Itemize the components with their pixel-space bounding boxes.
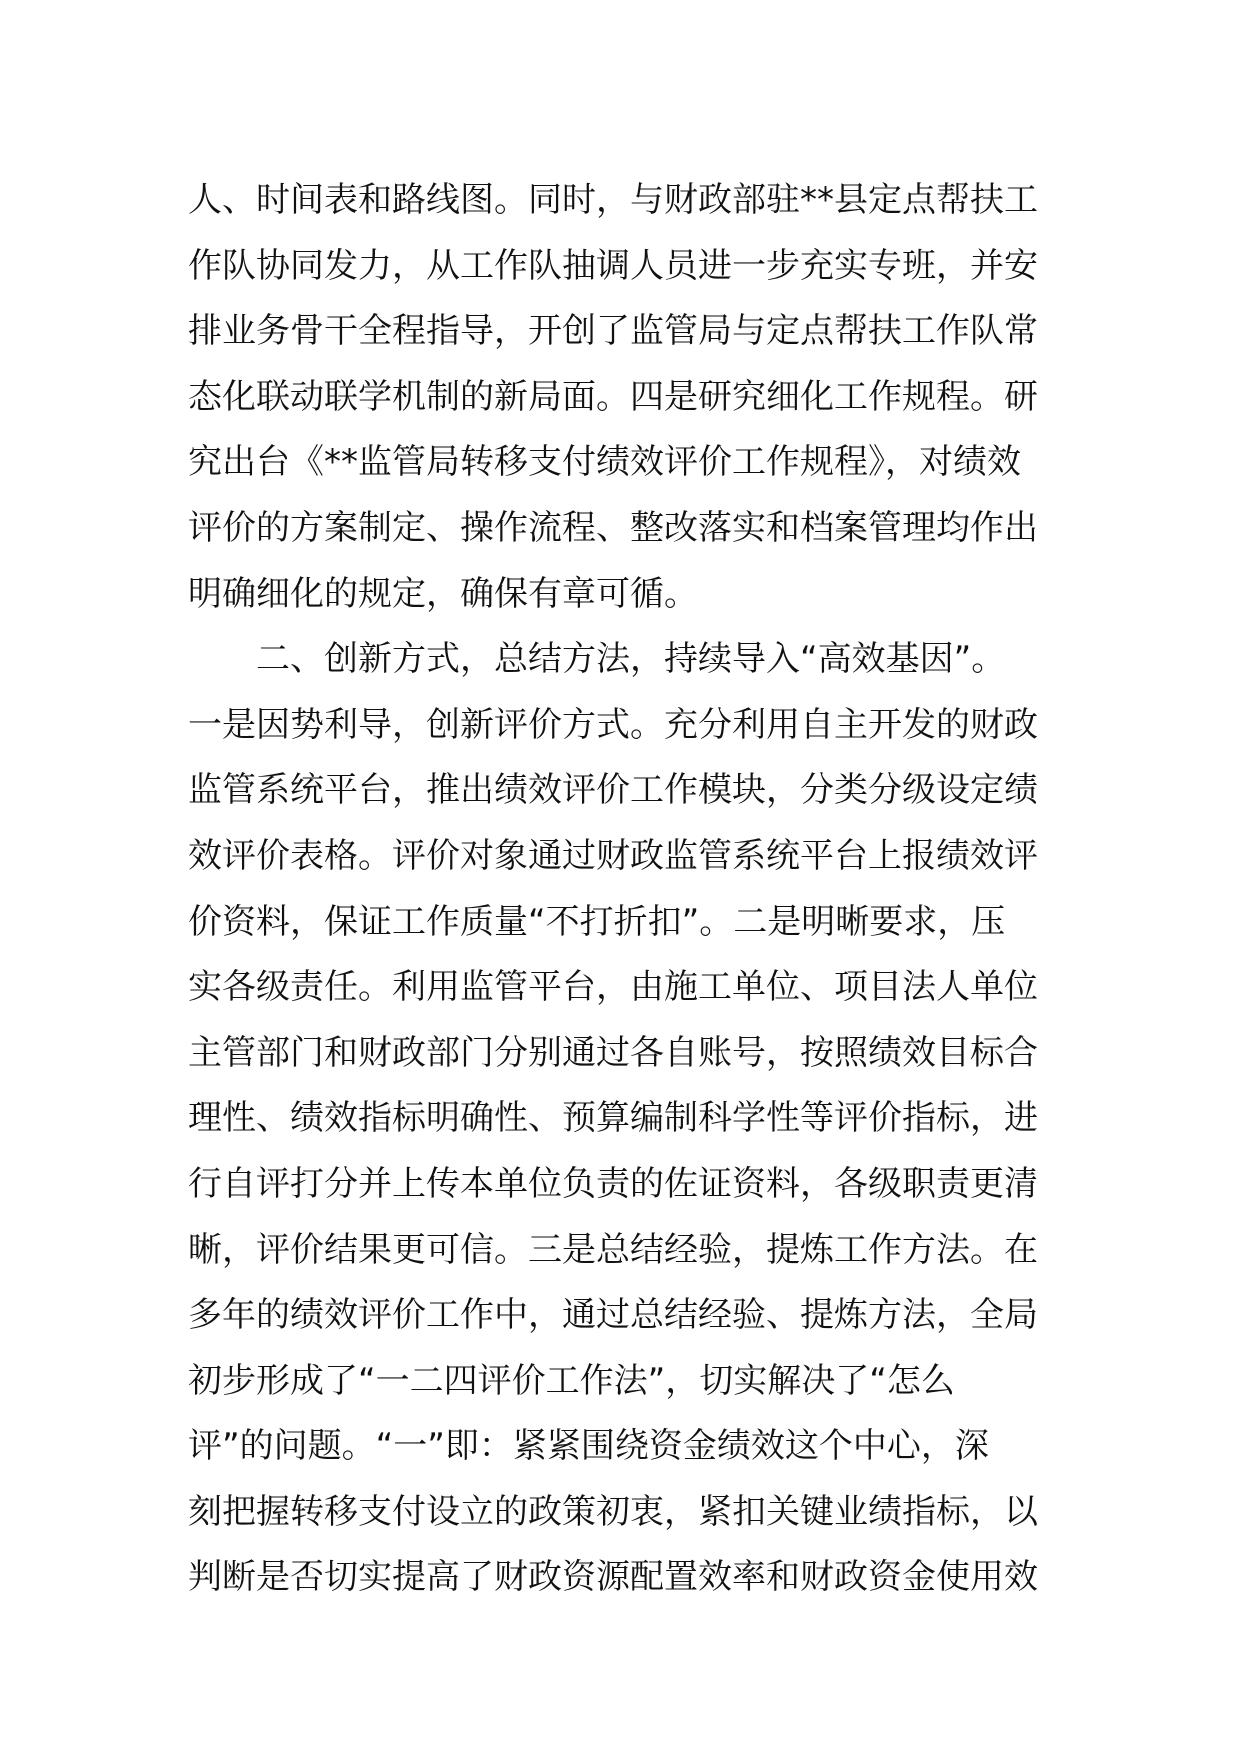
- text-line: 价资料，保证工作质量“不打折扣”。二是明晰要求，压: [188, 901, 1006, 942]
- text-line: 行自评打分并上传本单位负责的佐证资料，各级职责更清: [188, 1163, 1038, 1204]
- text-line: 一是因势利导，创新评价方式。充分利用自主开发的财政: [188, 704, 1038, 745]
- text-line: 刻把握转移支付设立的政策初衷，紧扣关键业绩指标，以: [188, 1491, 1038, 1532]
- text-line: 评价的方案制定、操作流程、整改落实和档案管理均作出: [188, 507, 1038, 548]
- text-line: 作队协同发力，从工作队抽调人员进一步充实专班，并安: [188, 245, 1038, 286]
- text-line: 多年的绩效评价工作中，通过总结经验、提炼方法，全局: [188, 1295, 1038, 1336]
- text-line: 态化联动联学机制的新局面。四是研究细化工作规程。研: [188, 376, 1038, 417]
- text-line: 监管系统平台，推出绩效评价工作模块，分类分级设定绩: [188, 770, 1038, 811]
- body-text: [188, 168, 1060, 1611]
- text-line: 人、时间表和路线图。同时，与财政部驻**县定点帮扶工: [188, 180, 1038, 220]
- text-line: 排业务骨干全程指导，开创了监管局与定点帮扶工作队常: [188, 311, 1038, 352]
- text-line: 评”的问题。“一”即：紧紧围绕资金绩效这个中心，深: [188, 1426, 989, 1467]
- text-line: 理性、绩效指标明确性、预算编制科学性等评价指标，进: [188, 1098, 1038, 1139]
- text-line: 明确细化的规定，确保有章可循。: [188, 573, 698, 614]
- section-heading: 二、创新方式，总结方法，持续导入“高效基因”。: [256, 639, 1006, 680]
- text-line: 实各级责任。利用监管平台，由施工单位、项目法人单位: [188, 967, 1038, 1008]
- text-line: 主管部门和财政部门分别通过各自账号，按照绩效目标合: [188, 1032, 1038, 1073]
- text-line: 初步形成了“一二四评价工作法”，切实解决了“怎么: [188, 1360, 955, 1401]
- text-line: 究出台《**监管局转移支付绩效评价工作规程》，对绩效: [188, 442, 1021, 483]
- text-line: 效评价表格。评价对象通过财政监管系统平台上报绩效评: [188, 835, 1038, 876]
- text-line: 判断是否切实提高了财政资源配置效率和财政资金使用效: [188, 1557, 1038, 1598]
- text-line: 晰，评价结果更可信。三是总结经验，提炼工作方法。在: [188, 1229, 1038, 1270]
